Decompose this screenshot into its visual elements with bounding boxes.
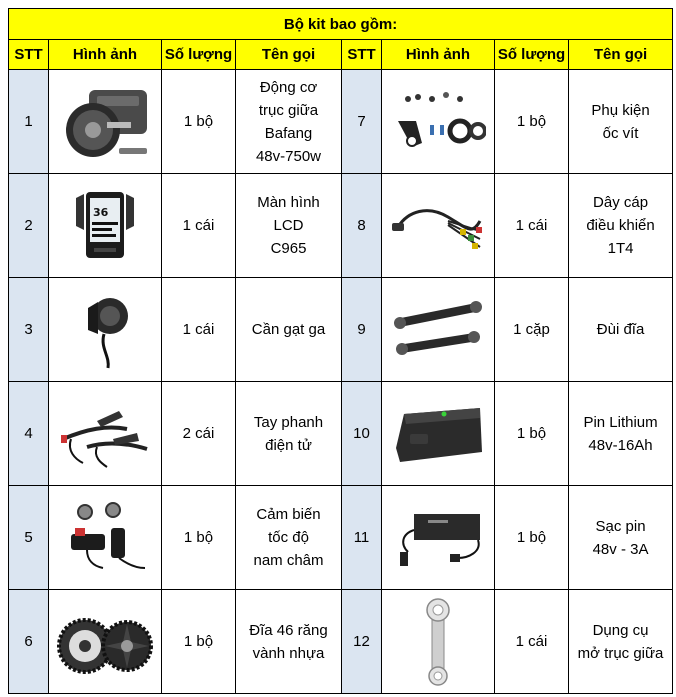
screws-accessories-icon — [382, 87, 494, 157]
thumb-throttle-icon — [49, 290, 161, 370]
item-number: 4 — [9, 382, 49, 486]
item-quantity: 1 cái — [162, 278, 236, 382]
item-name — [569, 590, 673, 694]
item-quantity: 2 cái — [162, 382, 236, 486]
header-quantity: Số lượng — [162, 40, 236, 70]
table-row — [9, 486, 673, 590]
item-name-line: 48v - 3A — [592, 540, 649, 558]
item-name — [236, 174, 342, 278]
table-body — [9, 70, 673, 694]
table-title-row — [9, 9, 673, 40]
item-name-line: vành nhựa — [252, 644, 325, 662]
item-name-line: tốc độ — [268, 529, 309, 546]
item-name — [569, 70, 673, 174]
item-image — [49, 590, 162, 694]
item-image — [382, 590, 495, 694]
header-image: Hình ảnh — [382, 40, 495, 70]
item-quantity: 1 cái — [495, 590, 569, 694]
item-name-line: Màn hình — [257, 194, 320, 211]
item-image — [49, 174, 162, 278]
item-number: 2 — [9, 174, 49, 278]
item-number: 6 — [9, 590, 49, 694]
item-name — [569, 278, 673, 382]
item-number: 5 — [9, 486, 49, 590]
item-number: 8 — [342, 174, 382, 278]
item-name-line: C965 — [270, 240, 307, 257]
item-name-line: Bafang — [264, 124, 313, 142]
item-name — [236, 590, 342, 694]
item-image — [49, 70, 162, 174]
battery-pack-icon — [382, 396, 494, 472]
item-name-line: Đĩa 46 răng — [249, 621, 328, 639]
item-name — [236, 486, 342, 590]
item-name-line: 1T4 — [607, 240, 634, 257]
mid-drive-motor-icon — [49, 82, 161, 162]
item-name-line: Đùi đĩa — [596, 321, 645, 338]
item-image — [382, 382, 495, 486]
item-image — [382, 70, 495, 174]
item-number: 3 — [9, 278, 49, 382]
header-name: Tên gọi — [236, 40, 342, 70]
item-name-line: Sạc pin — [595, 517, 646, 535]
item-name-line: Cảm biến — [256, 506, 321, 523]
item-name-line: điện tử — [265, 436, 312, 454]
svg-text:36: 36 — [93, 205, 109, 219]
item-quantity: 1 cái — [495, 174, 569, 278]
item-name-line: Dụng cụ — [592, 621, 649, 639]
table-row — [9, 590, 673, 694]
item-name — [236, 382, 342, 486]
item-image — [382, 278, 495, 382]
item-quantity: 1 bộ — [495, 486, 569, 590]
chainring-46t-icon — [49, 602, 161, 682]
item-name-line: Tay phanh — [253, 413, 324, 431]
item-name-line: Dây cáp — [593, 194, 649, 211]
item-name-line: 48v-750w — [255, 147, 322, 165]
table-row — [9, 174, 673, 278]
item-name — [236, 70, 342, 174]
item-image — [49, 382, 162, 486]
item-name-line: Động cơ — [259, 78, 318, 96]
item-name-line: điều khiển — [586, 217, 655, 234]
lcd-display-icon — [49, 186, 161, 266]
item-number: 11 — [342, 486, 382, 590]
table-row — [9, 70, 673, 174]
item-number: 7 — [342, 70, 382, 174]
item-quantity: 1 bộ — [162, 70, 236, 174]
item-quantity: 1 bộ — [162, 486, 236, 590]
header-stt: STT — [342, 40, 382, 70]
table-header-row — [9, 40, 673, 70]
crank-arms-icon — [382, 295, 494, 365]
item-name-line: Cần gạt ga — [251, 321, 326, 338]
bottom-bracket-tool-icon — [382, 598, 494, 686]
item-name-line: Phụ kiện — [591, 101, 650, 119]
header-image: Hình ảnh — [49, 40, 162, 70]
item-name-line: mở trục giữa — [577, 644, 664, 662]
item-name-line: 48v-16Ah — [588, 436, 653, 454]
item-name-line: nam châm — [253, 552, 324, 569]
item-quantity: 1 bộ — [495, 70, 569, 174]
header-stt: STT — [9, 40, 49, 70]
item-quantity: 1 bộ — [162, 590, 236, 694]
header-name: Tên gọi — [569, 40, 673, 70]
table-row — [9, 382, 673, 486]
item-name-line: ốc vít — [602, 124, 639, 142]
item-image — [382, 486, 495, 590]
item-name — [569, 382, 673, 486]
item-name-line: Pin Lithium — [583, 413, 658, 431]
table-title: Bộ kit bao gồm: — [9, 9, 673, 40]
table-row — [9, 278, 673, 382]
item-quantity: 1 bộ — [495, 382, 569, 486]
item-number: 10 — [342, 382, 382, 486]
item-quantity: 1 cặp — [495, 278, 569, 382]
item-name — [236, 278, 342, 382]
item-number: 12 — [342, 590, 382, 694]
item-image — [49, 486, 162, 590]
item-name — [569, 486, 673, 590]
speed-sensor-magnet-icon — [49, 498, 161, 578]
brake-levers-icon — [49, 399, 161, 469]
item-image — [382, 174, 495, 278]
item-number: 9 — [342, 278, 382, 382]
battery-charger-icon — [382, 500, 494, 576]
item-name-line: LCD — [273, 217, 304, 234]
item-name — [569, 174, 673, 278]
control-cable-icon — [382, 191, 494, 261]
item-image — [49, 278, 162, 382]
item-quantity: 1 cái — [162, 174, 236, 278]
item-name-line: trục giữa — [258, 101, 319, 119]
item-number: 1 — [9, 70, 49, 174]
kit-contents-table — [8, 8, 673, 694]
header-quantity: Số lượng — [495, 40, 569, 70]
